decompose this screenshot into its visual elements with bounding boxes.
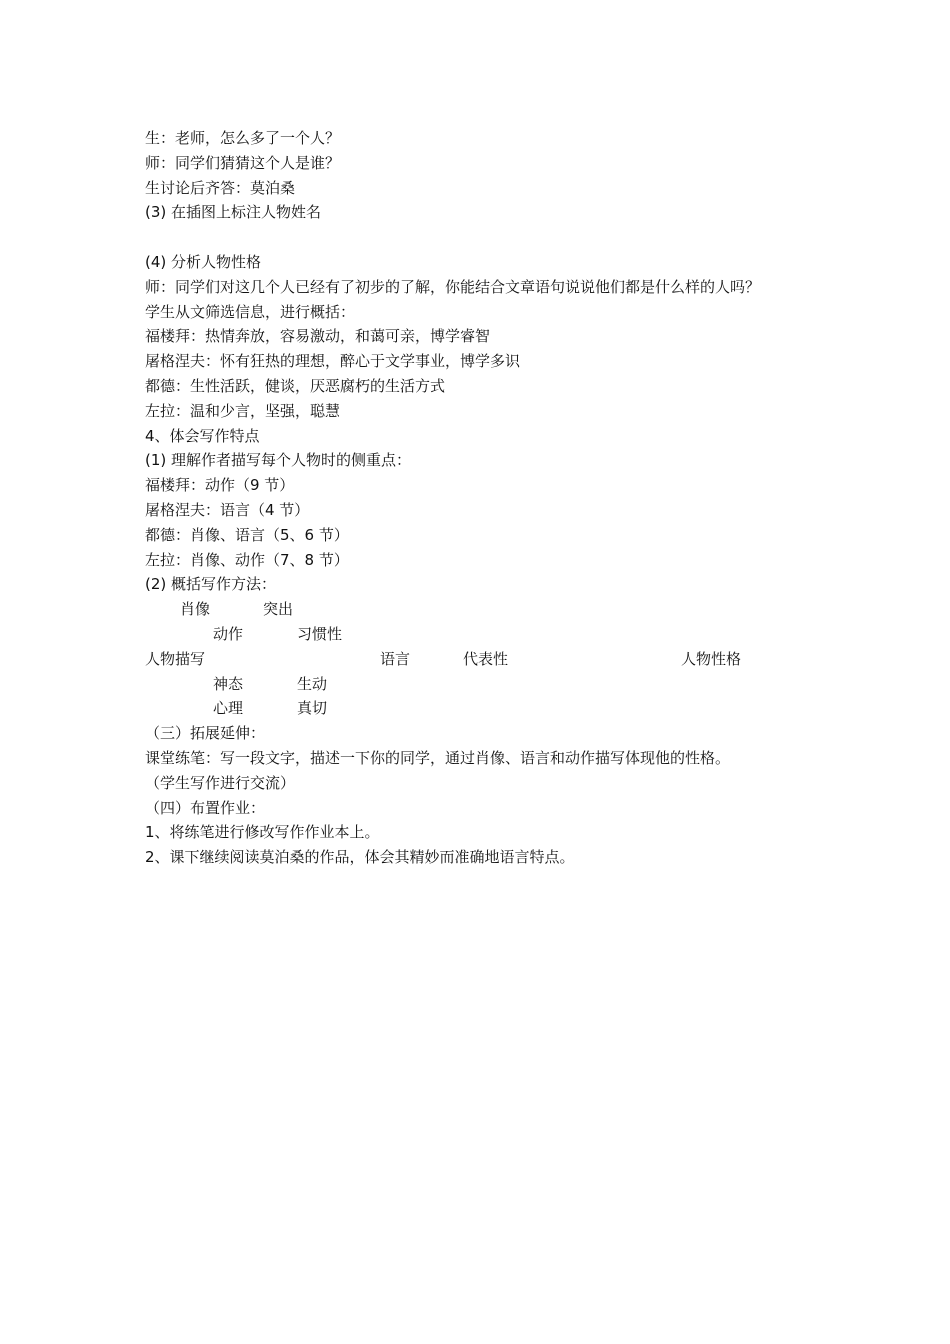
section-heading: (4) 分析人物性格 [145, 252, 262, 271]
diagram-method: 神态 [213, 674, 244, 693]
section-heading: 4、体会写作特点 [145, 426, 260, 445]
text-line: 左拉：温和少言，坚强，聪慧 [145, 401, 341, 420]
text-line: (2) 概括写作方法： [145, 575, 277, 594]
diagram-quality: 生动 [297, 674, 328, 693]
text-paragraph: 师：同学们对这几个人已经有了初步的了解，你能结合文章语句说说他们都是什么样的人吗？ [145, 277, 761, 296]
diagram-method: 肖像 [180, 600, 211, 619]
blank-line [145, 225, 815, 250]
text-line: (3) 在插图上标注人物姓名 [145, 203, 322, 222]
text-line: 学生从文筛选信息，进行概括： [145, 302, 356, 321]
text-line: 屠格涅夫：语言（4 节） [145, 500, 310, 519]
text-line: 生：老师，怎么多了一个人？ [145, 129, 341, 147]
text-line: 课堂练笔：写一段文字，描述一下你的同学，通过肖像、语言和动作描写体现他的性格。 [145, 748, 731, 767]
diagram-quality: 代表性 [463, 649, 509, 668]
diagram-quality: 真切 [297, 699, 328, 718]
diagram-method: 语言 [380, 649, 411, 668]
text-line: 生讨论后齐答：莫泊桑 [145, 178, 296, 197]
text-line: 屠格涅夫：怀有狂热的理想，醉心于文学事业，博学多识 [145, 352, 521, 371]
diagram-right-label: 人物性格 [681, 649, 742, 668]
diagram-quality: 习惯性 [297, 624, 343, 643]
text-line: 师：同学们猜猜这个人是谁？ [145, 153, 341, 172]
section-heading: （四）布置作业： [145, 798, 266, 817]
diagram-method: 心理 [213, 699, 244, 718]
document-body [145, 126, 815, 870]
text-line: 2、课下继续阅读莫泊桑的作品，体会其精妙而准确地语言特点。 [145, 848, 575, 867]
text-line: (1) 理解作者描写每个人物时的侧重点： [145, 451, 412, 470]
text-line: （学生写作进行交流） [145, 773, 296, 792]
diagram-method: 动作 [213, 624, 244, 643]
writing-method-diagram [145, 597, 815, 721]
diagram-quality: 突出 [263, 600, 294, 619]
text-line: 左拉：肖像、动作（7、8 节） [145, 550, 349, 569]
text-line: 都德：肖像、语言（5、6 节） [145, 525, 349, 544]
section-heading: （三）拓展延伸： [145, 724, 266, 743]
text-line: 都德：生性活跃，健谈，厌恶腐朽的生活方式 [145, 376, 446, 395]
diagram-left-label: 人物描写 [145, 649, 206, 668]
text-line: 1、将练笔进行修改写作作业本上。 [145, 823, 380, 842]
text-line: 福楼拜：热情奔放，容易激动，和蔼可亲，博学睿智 [145, 327, 491, 346]
text-line: 福楼拜：动作（9 节） [145, 476, 295, 495]
